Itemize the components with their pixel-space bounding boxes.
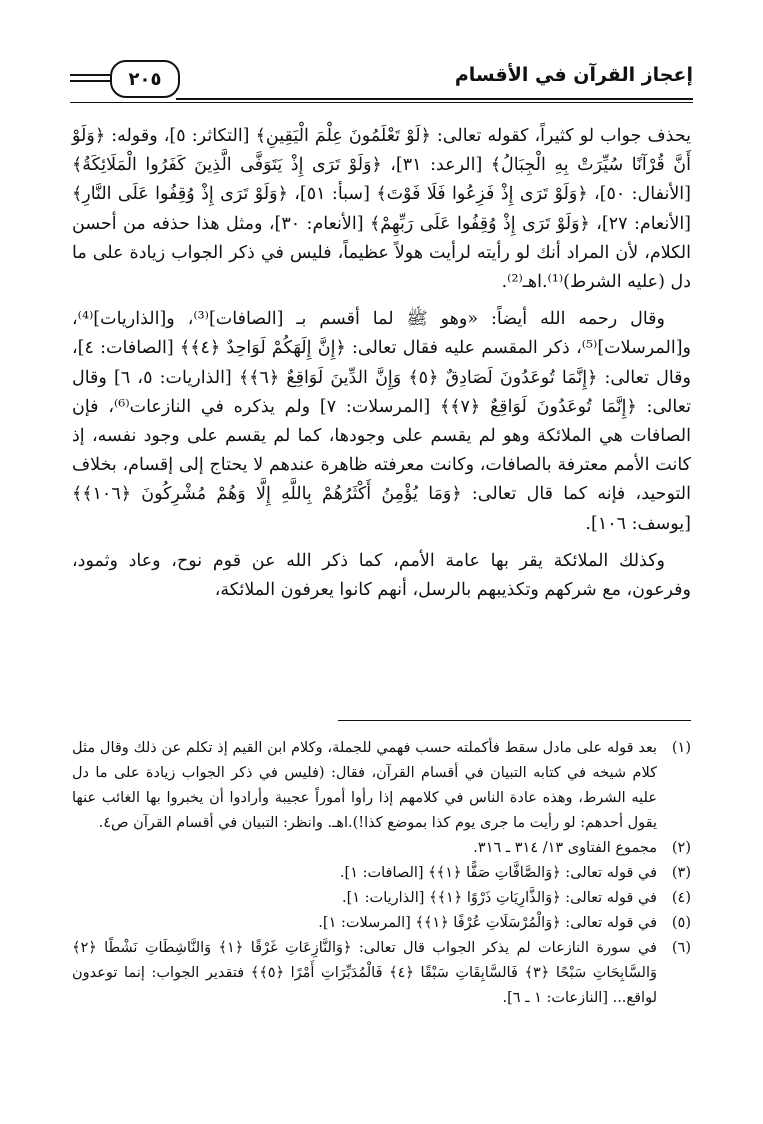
footnote-number: (٢) xyxy=(671,840,691,856)
footnote-number: (١) xyxy=(671,740,691,756)
header-rule-thin xyxy=(70,102,693,103)
footnote xyxy=(72,911,691,936)
header-ornament-line xyxy=(70,80,110,82)
footnote-text: في قوله تعالى: ﴿وَالذَّارِيَاتِ ذَرْوًا ﴿١﴾﴾ [الذاريات: ١]. xyxy=(341,890,657,906)
footnote xyxy=(72,936,691,1011)
page-number: ٢٠٥ xyxy=(110,60,180,98)
footnote-number: (٥) xyxy=(671,915,691,931)
paragraph-3: وكذلك الملائكة يقر بها عامة الأمم، كما ذكر الله عن قوم نوح، وعاد وثمود، وفرعون، مع شركهم وتكذيبهم بالرسل، أنهم كانوا يعرفون الملائكة، xyxy=(72,550,691,601)
footnote xyxy=(72,886,691,911)
main-text xyxy=(72,122,691,613)
header-rule xyxy=(176,98,693,100)
footnote-text: بعد قوله على مادل سقط فأكملته حسب فهمي للجملة، وكلام ابن القيم إذ تكلم عن ذلك وقال مثل كلام شيخه في كتابه التبيان في أقسام القرآن، فقال: (فليس في ذكر الجواب زيادة على ما دل عليه الشرط، وهذه عادة الناس في كلامهم إذا رأوا أموراً عجيبة وأرادوا أن يخبروا بها الغائب عنها يقول أحدهم: لو رأيت ما جرى يوم كذا بموضع كذا!).اهـ. وانظر: التبيان في أقسام القرآن ص٤. xyxy=(72,740,657,831)
paragraph-1: يحذف جواب لو كثيراً، كقوله تعالى: ﴿لَوْ تَعْلَمُونَ عِلْمَ الْيَقِينِ﴾ [التكاثر: ٥]، وقوله: ﴿وَلَوْ أَنَّ قُرْآنًا سُيِّرَتْ بِهِ الْجِبَالُ﴾ [الرعد: ٣١]، ﴿وَلَوْ تَرَى إِذْ يَتَوَفَّى الَّذِينَ كَفَرُوا الْمَلَائِكَةُ﴾ [الأنفال: ٥٠]، ﴿وَلَوْ تَرَى إِذْ فَزِعُوا فَلَا فَوْتَ﴾ [سبأ: ٥١]، ﴿وَلَوْ تَرَى إِذْ وُقِفُوا عَلَى النَّارِ﴾ [الأنعام: ٢٧]، ﴿وَلَوْ تَرَى إِذْ وُقِفُوا عَلَى رَبِّهِمْ﴾ [الأنعام: ٣٠]، ومثل هذا حذفه من أحسن الكلام، لأن المراد أنك لو رأيته لرأيت هولاً عظيماً، فليس في ذكر الجواب زيادة على ما دل (عليه الشرط)⁽¹⁾.اهـ⁽²⁾. xyxy=(72,126,692,293)
footnote xyxy=(72,736,691,836)
running-title: إعجاز القرآن في الأقسام xyxy=(454,64,693,86)
header-ornament-line xyxy=(70,74,110,76)
paragraph-2: وقال رحمه الله أيضاً: «وهو ﷺ لما أقسم بـ [الصافات]⁽³⁾، و[الذاريات]⁽⁴⁾، و[المرسلات]⁽⁵⁾، ذكر المقسم عليه فقال تعالى: ﴿إِنَّ إِلَهَكُمْ لَوَاحِدٌ ﴿٤﴾﴾ [الصافات: ٤]، وقال تعالى: ﴿إِنَّمَا تُوعَدُونَ لَصَادِقٌ ﴿٥﴾ وَإِنَّ الدِّينَ لَوَاقِعٌ ﴿٦﴾﴾ [الذاريات: ٥، ٦] وقال تعالى: ﴿إِنَّمَا تُوعَدُونَ لَوَاقِعٌ ﴿٧﴾﴾ [المرسلات: ٧] ولم يذكره في النازعات⁽⁶⁾، فإن الصافات هي الملائكة وهو لم يقسم على وجودها، كما لم يقسم على وجود نفسه، إذ كانت الأمم معترفة بالصافات، وكانت معرفته ظاهرة عندهم لا يحتاج إلى إقسام، بخلاف التوحيد، فإنه كما قال تعالى: ﴿وَمَا يُؤْمِنُ أَكْثَرُهُمْ بِاللَّهِ إِلَّا وَهُمْ مُشْرِكُونَ ﴿١٠٦﴾﴾ [يوسف: ١٠٦]. xyxy=(72,309,692,534)
footnote xyxy=(72,861,691,886)
page-header xyxy=(70,58,693,106)
footnote-number: (٣) xyxy=(671,865,691,881)
footnote-text: في سورة النازعات لم يذكر الجواب قال تعالى: ﴿وَالنَّازِعَاتِ غَرْقًا ﴿١﴾ وَالنَّاشِطَاتِ نَشْطًا ﴿٢﴾ وَالسَّابِحَاتِ سَبْحًا ﴿٣﴾ فَالسَّابِقَاتِ سَبْقًا ﴿٤﴾ فَالْمُدَبِّرَاتِ أَمْرًا ﴿٥﴾﴾ فتقدير الجواب: إنما توعدون لواقع... [النازعات: ١ ـ ٦]. xyxy=(72,940,657,1006)
footnote-number: (٦) xyxy=(671,940,691,956)
footnote-text: في قوله تعالى: ﴿وَالصَّافَّاتِ صَفًّا ﴿١﴾﴾ [الصافات: ١]. xyxy=(339,865,657,881)
footnote-text: في قوله تعالى: ﴿وَالْمُرْسَلَاتِ عُرْفًا ﴿١﴾﴾ [المرسلات: ١]. xyxy=(318,915,657,931)
footnote-separator xyxy=(338,720,691,721)
footnotes xyxy=(72,736,691,1011)
footnote-number: (٤) xyxy=(671,890,691,906)
footnote-text: مجموع الفتاوى ١٣/ ٣١٤ ـ ٣١٦. xyxy=(473,840,657,856)
footnote xyxy=(72,836,691,861)
